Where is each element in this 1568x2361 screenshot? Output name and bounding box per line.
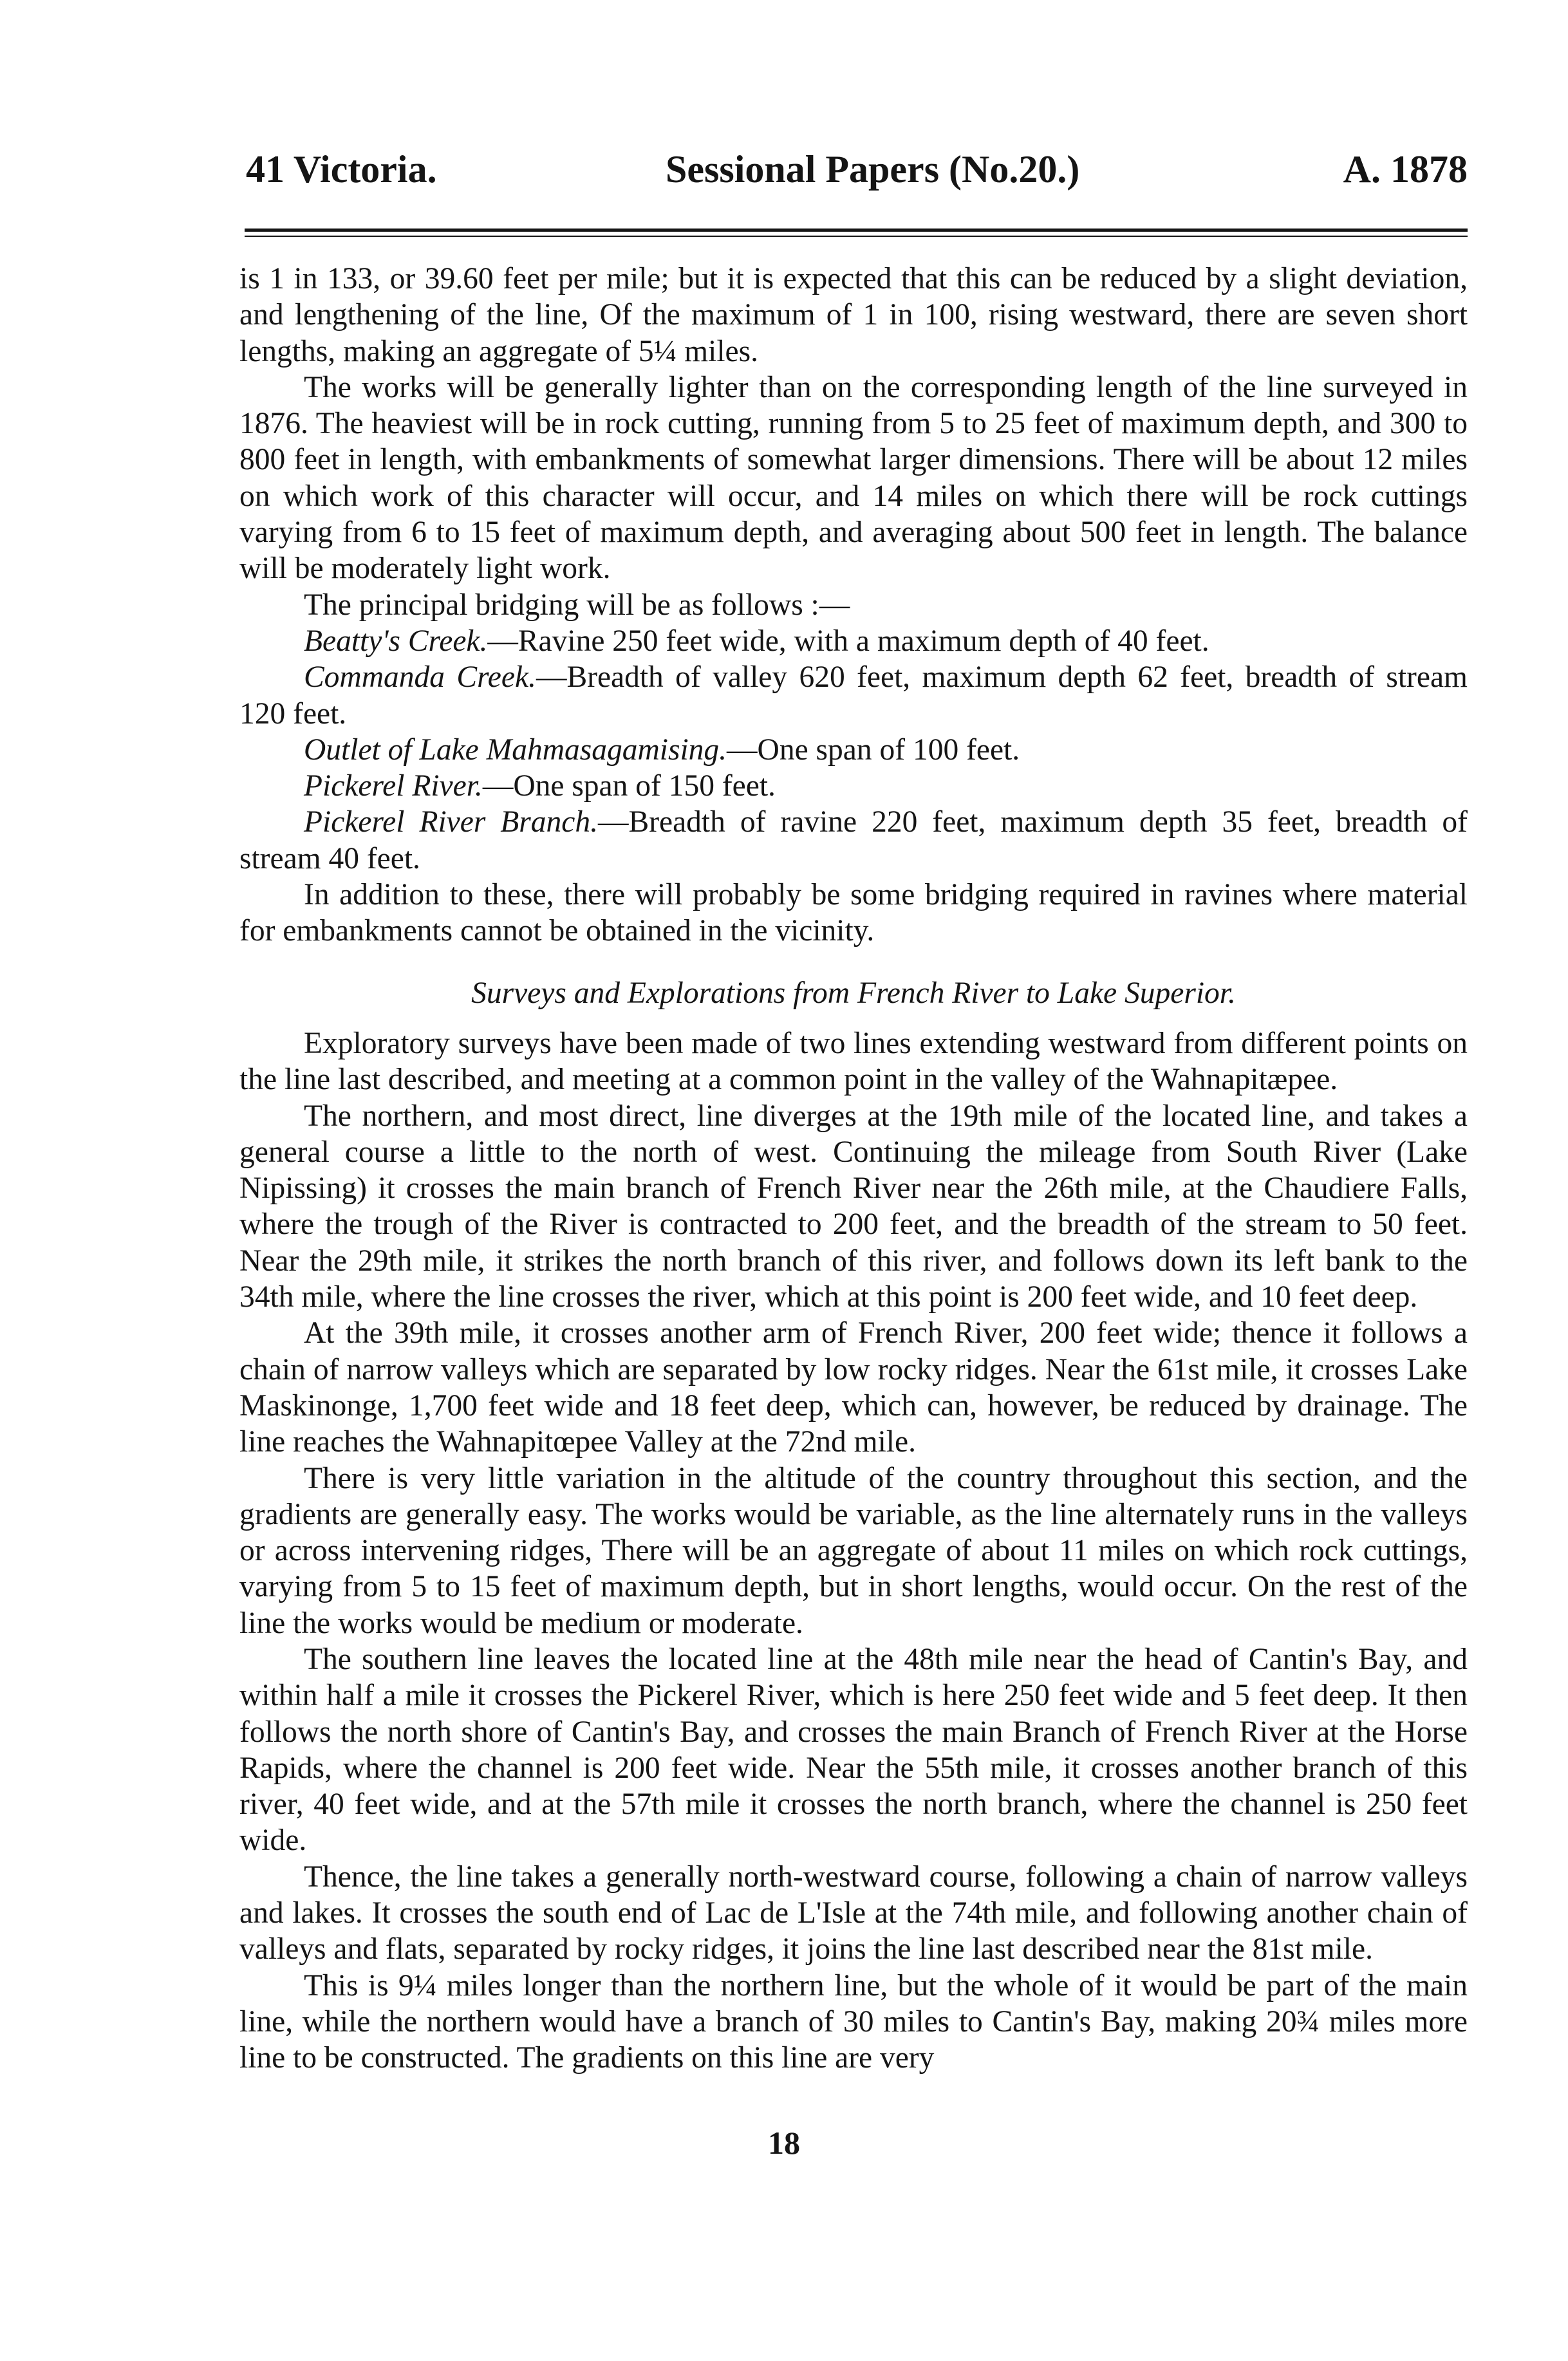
- paragraph-exploratory-surveys: Exploratory surveys have been made of two lines extending westward from different points on the line last described, and meeting at a common point in the valley of the Wahnapitæpee.: [239, 1026, 1468, 1097]
- paragraph-altitude: There is very little variation in the altitude of the country throughout this section, and the gradients are generally easy. The works would be variable, as the line alternately runs in the valleys or across intervening ridges, There will be an aggregate of about 11 miles on which rock cuttings, varying from 5 to 15 feet of maximum depth, but in short lengths, would occur. On the rest of the line the works would be medium or moderate.: [239, 1461, 1468, 1640]
- bridge-name: Outlet of Lake Mahmasagamising.: [304, 733, 727, 767]
- bridge-item: [239, 732, 1468, 768]
- paragraph-gradients: is 1 in 133, or 39.60 feet per mile; but it is expected that this can be reduced by a slight deviation, and lengthening of the line, Of the maximum of 1 in 100, rising westward, there are seven short lengths, making an aggregate of 5¼ miles.: [239, 262, 1468, 368]
- paragraph-northern-line: The northern, and most direct, line diverges at the 19th mile of the located line, and takes a general course a little to the north of west. Continuing the mileage from South River (Lake Nipissing) it crosses the main branch of French River near the 26th mile, at the Chaudiere Falls, where the trough of the River is contracted to 200 feet, and the breadth of the stream to 50 feet. Near the 29th mile, it strikes the north branch of this river, and follows down its left bank to the 34th mile, where the line crosses the river, which at this point is 200 feet wide, and 10 feet deep.: [239, 1099, 1468, 1314]
- bridge-item: [239, 768, 1468, 804]
- header-title: Sessional Papers (No.20.): [666, 148, 1080, 191]
- paragraph-39th-mile: At the 39th mile, it crosses another arm of French River, 200 feet wide; thence it follows a chain of narrow valleys which are separated by low rocky ridges. Near the 61st mile, it crosses Lake Maskinonge, 1,700 feet wide and 18 feet deep, which can, however, be reduced by drainage. The line reaches the Wahnapitœpee Valley at the 72nd mile.: [239, 1316, 1468, 1459]
- bridge-item: [239, 623, 1468, 659]
- paragraph-bridging-intro: The principal bridging will be as follows :—: [304, 588, 850, 622]
- page-number: 18: [768, 2125, 800, 2161]
- bridge-name: Commanda Creek.: [304, 660, 536, 695]
- bridge-description: —Breadth of valley 620 feet, maximum depth 62 feet, breadth of stream 120 feet.: [239, 660, 1468, 731]
- bridge-item: [239, 659, 1468, 732]
- bridge-description: —One span of 100 feet.: [727, 733, 1020, 767]
- paragraph-additional-bridging: In addition to these, there will probably be some bridging required in ravines where material for embankments cannot be obtained in the vicinity.: [239, 878, 1468, 948]
- running-header: [246, 140, 1468, 198]
- bridge-item: [239, 804, 1468, 877]
- bridge-name: Beatty's Creek.: [304, 624, 488, 658]
- body-text: [239, 261, 1468, 2076]
- paragraph-works: The works will be generally lighter than on the corresponding length of the line surveyed in 1876. The heaviest will be in rock cutting, running from 5 to 25 feet of maximum depth, and 300 to 800 feet in length, with embankments of somewhat larger dimensions. There will be about 12 miles on which work of this character will occur, and 14 miles on which there will be rock cuttings varying from 6 to 15 feet of maximum depth, and averaging about 500 feet in length. The balance will be moderately light work.: [239, 370, 1468, 586]
- paragraph-thence: Thence, the line takes a generally north-westward course, following a chain of narrow valleys and lakes. It crosses the south end of Lac de L'Isle at the 74th mile, and following another chain of valleys and flats, separated by rocky ridges, it joins the line last described near the 81st mile.: [239, 1860, 1468, 1966]
- section-heading: Surveys and Explorations from French River to Lake Superior.: [471, 976, 1236, 1010]
- header-rule-thick: [245, 229, 1468, 232]
- paragraph-southern-line: The southern line leaves the located line at the 48th mile near the head of Cantin's Bay, and within half a mile it crosses the Pickerel River, which is here 250 feet wide and 5 feet deep. It then follows the north shore of Cantin's Bay, and crosses the main Branch of French River at the Horse Rapids, where the channel is 200 feet wide. Near the 55th mile, it crosses another branch of this river, 40 feet wide, and at the 57th mile it crosses the north branch, where the channel is 250 feet wide.: [239, 1642, 1468, 1858]
- header-rule-thin: [245, 236, 1468, 237]
- header-volume: 41 Victoria.: [246, 148, 437, 191]
- bridge-description: —One span of 150 feet.: [482, 769, 776, 803]
- bridge-description: —Breadth of ravine 220 feet, maximum depth 35 feet, breadth of stream 40 feet.: [239, 805, 1468, 875]
- bridge-name: Pickerel River.: [304, 769, 483, 803]
- bridge-name: Pickerel River Branch.: [304, 805, 599, 839]
- header-year: A. 1878: [1343, 148, 1468, 191]
- bridge-description: —Ravine 250 feet wide, with a maximum depth of 40 feet.: [487, 624, 1209, 658]
- paragraph-comparison: This is 9¼ miles longer than the northern line, but the whole of it would be part of the main line, while the northern would have a branch of 30 miles to Cantin's Bay, making 20¾ miles more line to be constructed. The gradients on this line are very: [239, 1968, 1468, 2075]
